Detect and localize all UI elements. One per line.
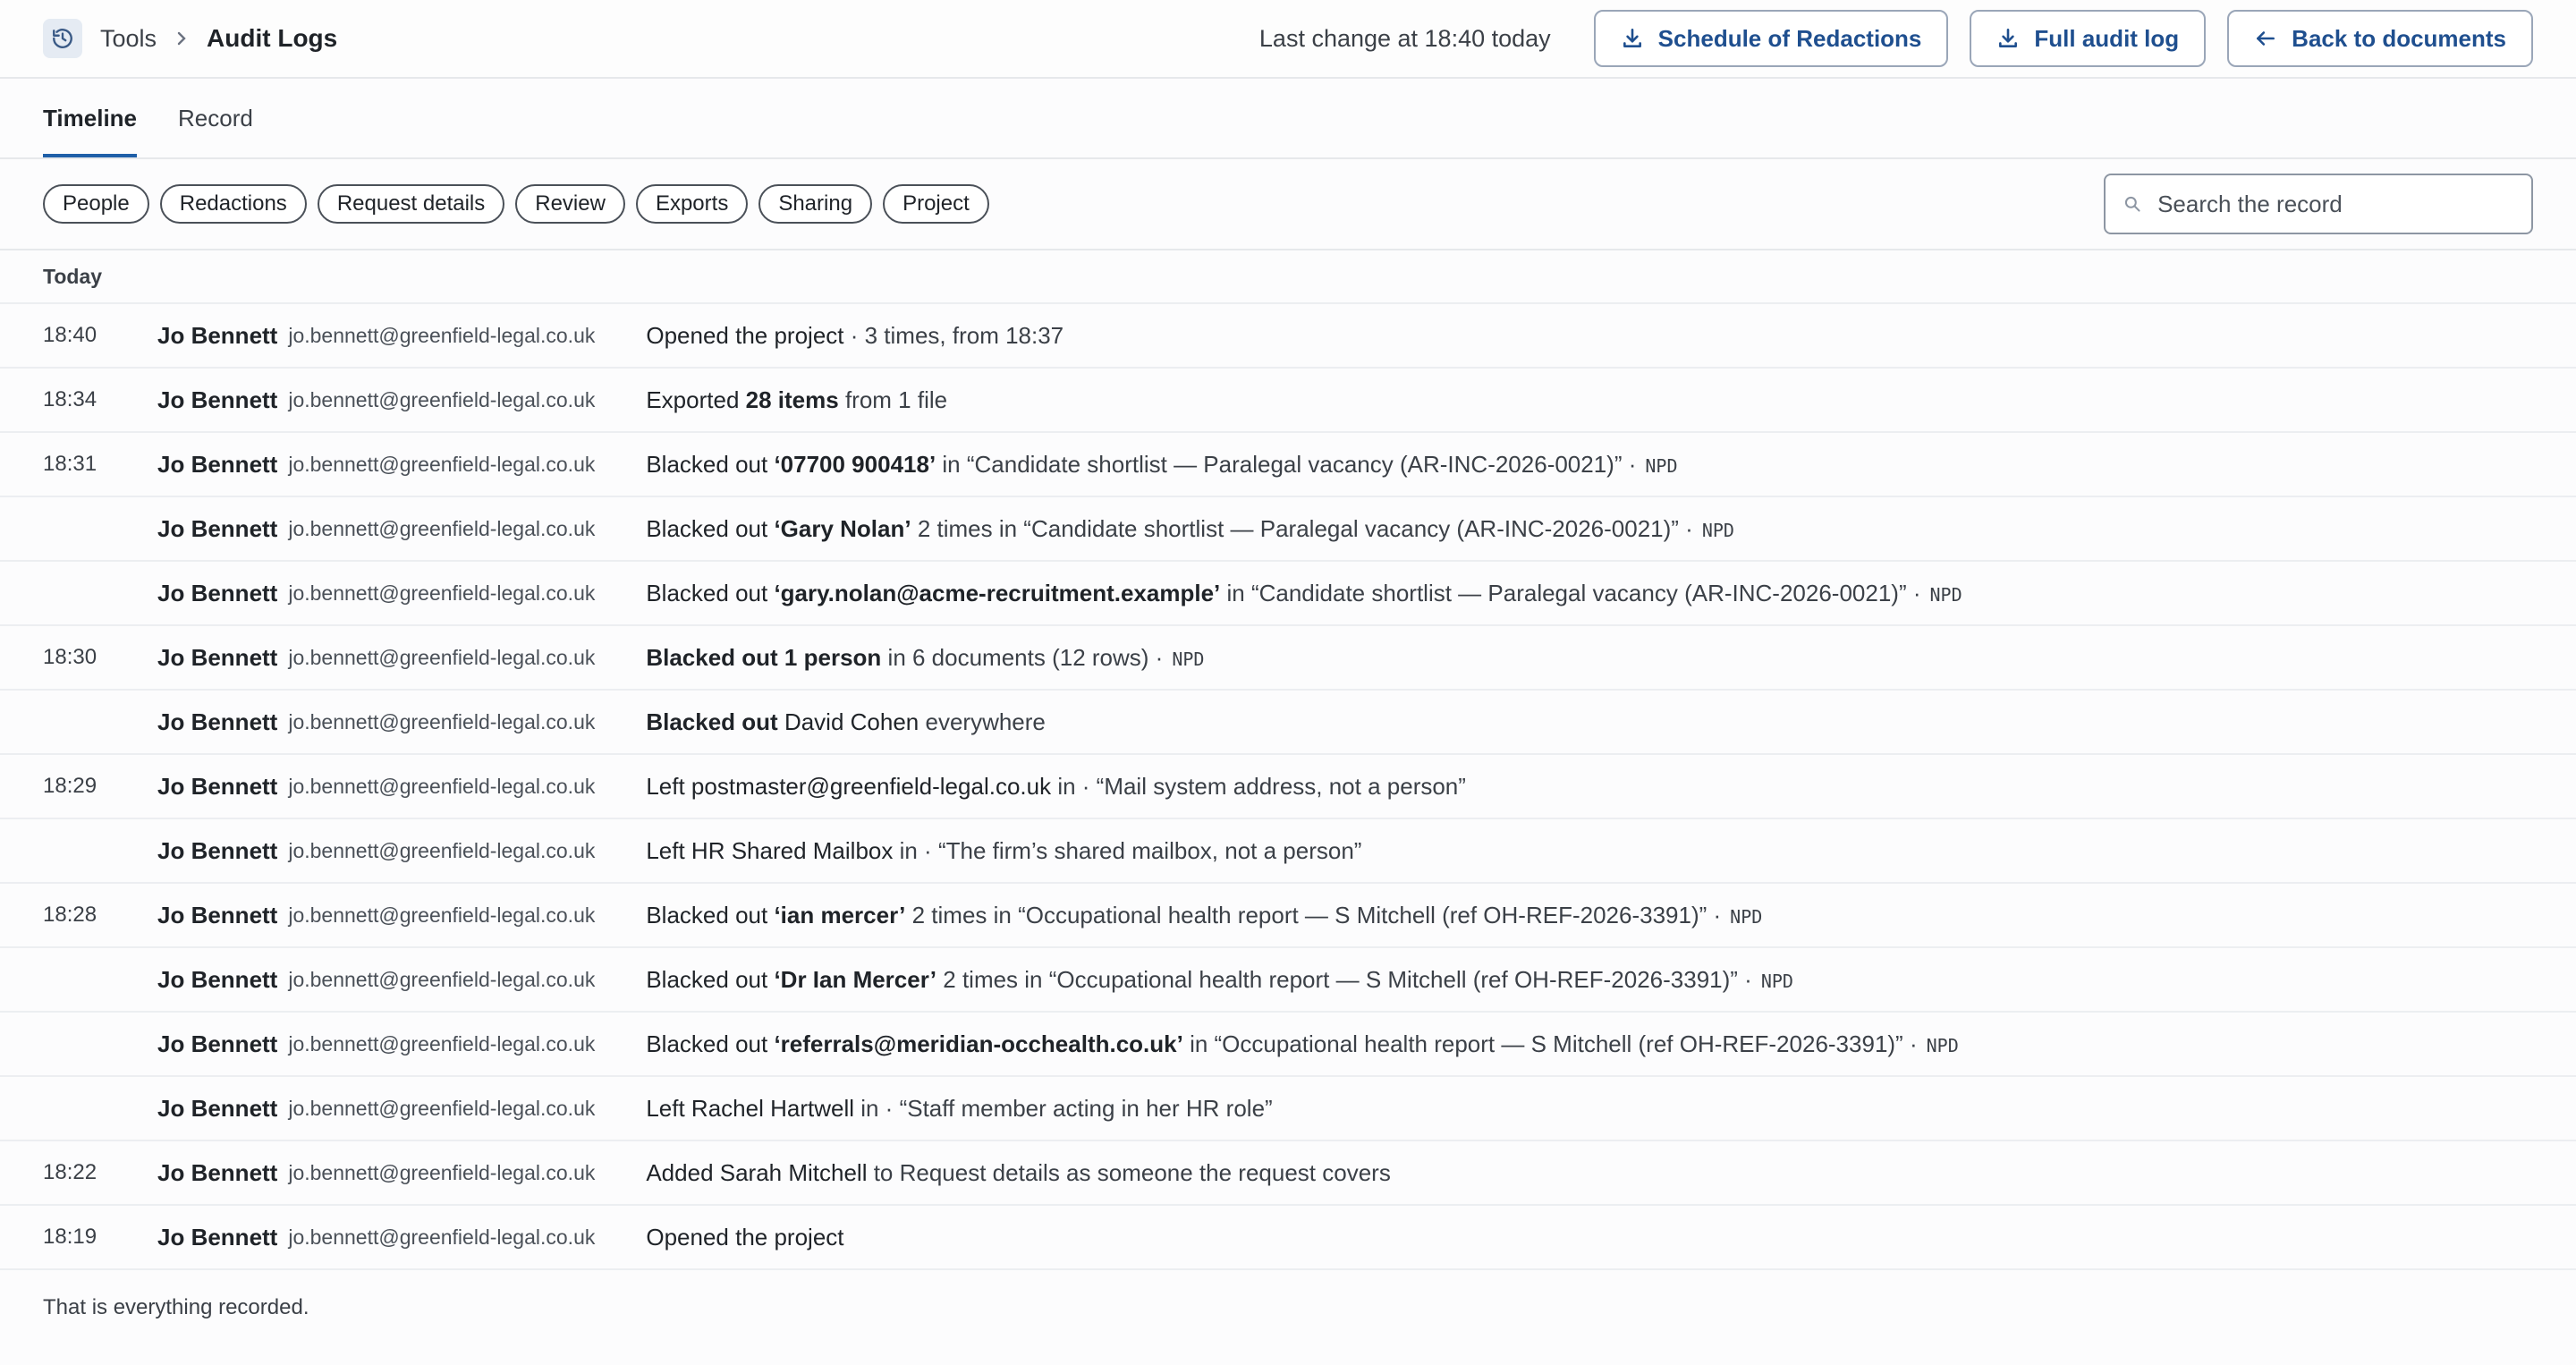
row-user-name: Jo Bennett xyxy=(157,965,278,993)
end-of-record-note: That is everything recorded. xyxy=(43,1295,309,1319)
timeline-row xyxy=(0,1013,2576,1077)
timeline-row xyxy=(0,1141,2576,1206)
description-text: Blacked out xyxy=(646,901,775,928)
arrow-left-icon xyxy=(2254,27,2277,50)
page-title: Audit Logs xyxy=(207,24,338,52)
timeline-row xyxy=(0,948,2576,1013)
row-user-email: jo.bennett@greenfield-legal.co.uk xyxy=(288,645,596,669)
description-detail: in · “Staff member acting in her HR role” xyxy=(854,1094,1273,1122)
filter-chip-request-details[interactable]: Request details xyxy=(318,184,504,224)
row-user-name: Jo Bennett xyxy=(157,514,278,542)
description-text: Blacked out xyxy=(646,450,775,478)
timeline-row xyxy=(0,1077,2576,1141)
filter-bar xyxy=(0,159,2576,250)
description-emphasis: Blacked out xyxy=(646,708,778,735)
row-user-name: Jo Bennett xyxy=(157,772,278,800)
filter-chip-sharing[interactable]: Sharing xyxy=(758,184,872,224)
timeline-row xyxy=(0,562,2576,626)
description-detail: 2 times in “Candidate shortlist — Paralegal vacancy (AR-INC-2026-0021)” · xyxy=(911,514,1693,542)
timeline-row xyxy=(0,884,2576,948)
description-detail: everywhere xyxy=(919,708,1046,735)
row-time: 18:28 xyxy=(43,903,97,927)
npd-tag: NPD xyxy=(1730,905,1763,928)
description-text: David Cohen xyxy=(777,708,919,735)
timeline-row xyxy=(0,369,2576,433)
npd-tag: NPD xyxy=(1926,1034,1959,1056)
timeline-row xyxy=(0,691,2576,755)
full-audit-log-label: Full audit log xyxy=(2034,24,2180,52)
row-time: 18:29 xyxy=(43,774,97,798)
description-detail: in “Candidate shortlist — Paralegal vacancy (AR-INC-2026-0021)” · xyxy=(1220,579,1921,606)
timeline-row xyxy=(0,755,2576,819)
row-user-email: jo.bennett@greenfield-legal.co.uk xyxy=(288,323,596,347)
row-user-email: jo.bennett@greenfield-legal.co.uk xyxy=(288,452,596,476)
search-box[interactable] xyxy=(2104,174,2533,234)
row-user-email: jo.bennett@greenfield-legal.co.uk xyxy=(288,1160,596,1184)
back-to-documents-button[interactable] xyxy=(2227,10,2533,67)
row-user-name: Jo Bennett xyxy=(157,708,278,735)
row-user-name: Jo Bennett xyxy=(157,1223,278,1251)
description-text: Blacked out xyxy=(646,514,775,542)
row-time: 18:31 xyxy=(43,452,97,476)
row-description xyxy=(646,644,1204,672)
npd-tag: NPD xyxy=(1701,519,1734,541)
description-emphasis: Blacked out 1 person xyxy=(646,643,882,671)
timeline-row xyxy=(0,626,2576,691)
description-detail: in · “The firm’s shared mailbox, not a person” xyxy=(893,836,1362,864)
download-icon xyxy=(1621,27,1644,50)
row-description xyxy=(646,515,1734,543)
row-description xyxy=(646,708,1046,736)
description-text: Blacked out xyxy=(646,579,775,606)
description-text: Added Sarah Mitchell xyxy=(646,1158,868,1186)
row-description xyxy=(646,1030,1958,1058)
npd-tag: NPD xyxy=(1172,648,1205,670)
row-user-email: jo.bennett@greenfield-legal.co.uk xyxy=(288,838,596,862)
description-detail: in · “Mail system address, not a person” xyxy=(1051,772,1466,800)
filter-chip-people[interactable]: People xyxy=(43,184,149,224)
description-detail: 2 times in “Occupational health report — S Mitchell (ref OH-REF-2026-3391)” · xyxy=(936,965,1752,993)
npd-tag: NPD xyxy=(1929,583,1962,606)
row-user-name: Jo Bennett xyxy=(157,1158,278,1186)
description-emphasis: ‘Dr Ian Mercer’ xyxy=(774,965,937,993)
row-user-name: Jo Bennett xyxy=(157,579,278,606)
description-detail: in 6 documents (12 rows) · xyxy=(881,643,1164,671)
row-user-email: jo.bennett@greenfield-legal.co.uk xyxy=(288,1031,596,1056)
description-emphasis: ‘07700 900418’ xyxy=(774,450,936,478)
search-icon xyxy=(2123,194,2141,214)
row-time: 18:30 xyxy=(43,645,97,669)
breadcrumb-tools[interactable]: Tools xyxy=(100,24,157,52)
top-header xyxy=(0,0,2576,79)
row-user-name: Jo Bennett xyxy=(157,901,278,928)
description-emphasis: ‘ian mercer’ xyxy=(774,901,906,928)
timeline-list xyxy=(0,304,2576,1270)
timeline-row xyxy=(0,497,2576,562)
back-to-documents-label: Back to documents xyxy=(2292,24,2506,52)
timeline-row xyxy=(0,433,2576,497)
row-user-name: Jo Bennett xyxy=(157,321,278,349)
row-time: 18:19 xyxy=(43,1225,97,1249)
timeline-row xyxy=(0,819,2576,884)
npd-tag: NPD xyxy=(1760,970,1793,992)
row-description xyxy=(646,1095,1272,1123)
row-time: 18:34 xyxy=(43,387,97,411)
description-emphasis: 28 items xyxy=(745,386,839,413)
row-description xyxy=(646,837,1361,865)
last-change-status: Last change at 18:40 today xyxy=(1258,24,1551,52)
row-user-email: jo.bennett@greenfield-legal.co.uk xyxy=(288,1225,596,1249)
row-user-email: jo.bennett@greenfield-legal.co.uk xyxy=(288,903,596,927)
description-emphasis: ‘Gary Nolan’ xyxy=(774,514,911,542)
row-user-email: jo.bennett@greenfield-legal.co.uk xyxy=(288,967,596,991)
description-detail: 2 times in “Occupational health report — S Mitchell (ref OH-REF-2026-3391)” · xyxy=(905,901,1722,928)
description-text: Exported xyxy=(646,386,746,413)
row-user-name: Jo Bennett xyxy=(157,836,278,864)
row-description xyxy=(646,773,1466,801)
description-detail: · 3 times, from 18:37 xyxy=(843,321,1064,349)
row-time: 18:40 xyxy=(43,323,97,347)
tab-bar xyxy=(0,79,2576,159)
description-text: Opened the project xyxy=(646,1223,844,1251)
search-input[interactable] xyxy=(2157,191,2513,218)
schedule-of-redactions-label: Schedule of Redactions xyxy=(1657,24,1922,52)
description-emphasis: ‘gary.nolan@acme-recruitment.example’ xyxy=(774,579,1221,606)
row-user-name: Jo Bennett xyxy=(157,386,278,413)
section-label-today: Today xyxy=(0,250,2576,304)
row-user-name: Jo Bennett xyxy=(157,1094,278,1122)
description-text: Blacked out xyxy=(646,965,775,993)
schedule-of-redactions-button[interactable] xyxy=(1594,10,1949,67)
row-description xyxy=(646,386,947,414)
filter-chip-exports[interactable]: Exports xyxy=(636,184,748,224)
row-user-email: jo.bennett@greenfield-legal.co.uk xyxy=(288,387,596,411)
description-emphasis: ‘referrals@meridian-occhealth.co.uk’ xyxy=(774,1030,1183,1057)
row-user-name: Jo Bennett xyxy=(157,450,278,478)
row-description xyxy=(646,322,1063,350)
row-user-email: jo.bennett@greenfield-legal.co.uk xyxy=(288,1096,596,1120)
history-clock-icon[interactable] xyxy=(43,19,82,58)
description-text: Opened the project xyxy=(646,321,844,349)
description-detail: in “Candidate shortlist — Paralegal vacancy (AR-INC-2026-0021)” · xyxy=(936,450,1637,478)
row-description xyxy=(646,902,1762,929)
download-icon xyxy=(1996,27,2020,50)
filter-chip-project[interactable]: Project xyxy=(883,184,989,224)
tab-timeline[interactable]: Timeline xyxy=(43,105,137,157)
row-user-email: jo.bennett@greenfield-legal.co.uk xyxy=(288,709,596,733)
row-user-email: jo.bennett@greenfield-legal.co.uk xyxy=(288,516,596,540)
row-time: 18:22 xyxy=(43,1160,97,1184)
row-description xyxy=(646,451,1677,479)
chevron-right-icon xyxy=(174,30,189,47)
description-text: Blacked out xyxy=(646,1030,775,1057)
description-detail: from 1 file xyxy=(838,386,948,413)
row-description xyxy=(646,966,1793,994)
row-user-name: Jo Bennett xyxy=(157,1030,278,1057)
description-text: Left postmaster@greenfield-legal.co.uk xyxy=(646,772,1052,800)
timeline-row xyxy=(0,1206,2576,1270)
description-text: Left HR Shared Mailbox xyxy=(646,836,894,864)
tab-record[interactable]: Record xyxy=(178,105,253,131)
row-user-email: jo.bennett@greenfield-legal.co.uk xyxy=(288,774,596,798)
row-description xyxy=(646,580,1962,607)
timeline-row xyxy=(0,304,2576,369)
npd-tag: NPD xyxy=(1645,454,1678,477)
full-audit-log-button[interactable] xyxy=(1970,10,2206,67)
description-detail: in “Occupational health report — S Mitchell (ref OH-REF-2026-3391)” · xyxy=(1182,1030,1918,1057)
description-text: Left Rachel Hartwell xyxy=(646,1094,854,1122)
description-detail: to Request details as someone the request covers xyxy=(867,1158,1391,1186)
row-user-name: Jo Bennett xyxy=(157,643,278,671)
row-description xyxy=(646,1224,843,1251)
row-user-email: jo.bennett@greenfield-legal.co.uk xyxy=(288,581,596,605)
filter-chip-redactions[interactable]: Redactions xyxy=(160,184,307,224)
row-description xyxy=(646,1159,1390,1187)
filter-chip-review[interactable]: Review xyxy=(515,184,625,224)
